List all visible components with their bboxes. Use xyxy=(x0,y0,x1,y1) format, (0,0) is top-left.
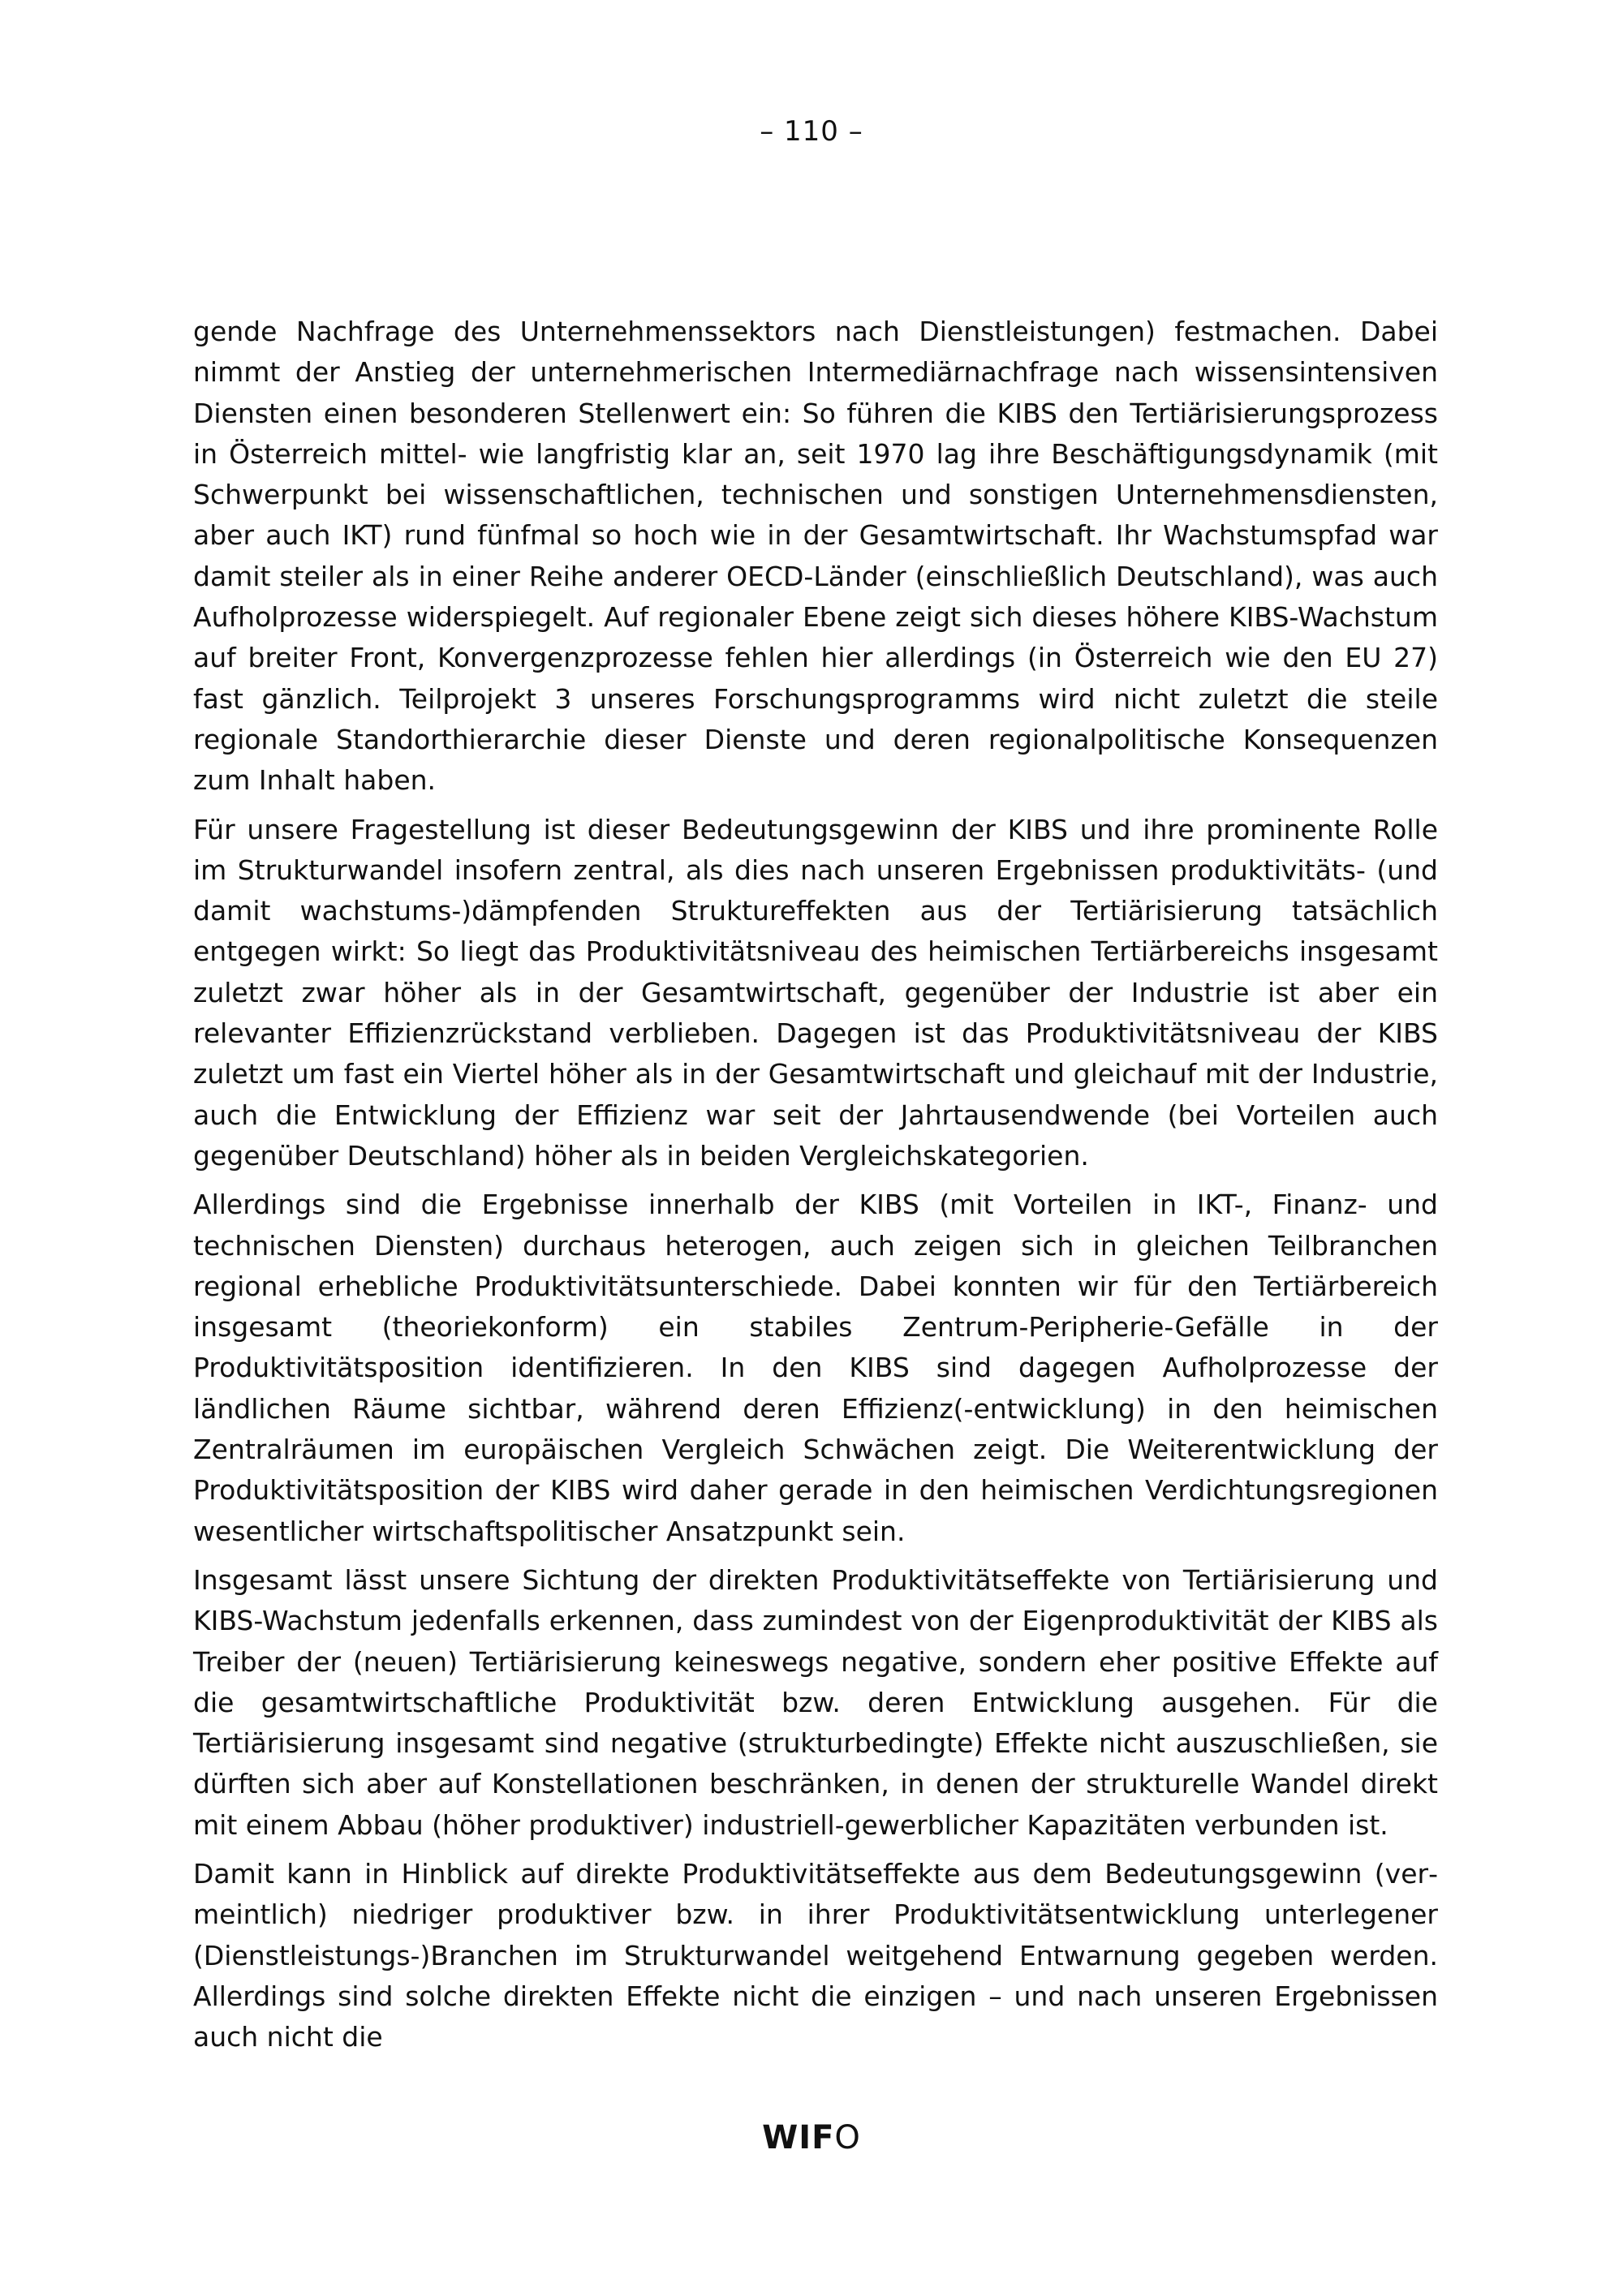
paragraph: Allerdings sind die Ergebnisse innerhalb der KIBS (mit Vorteilen in IKT-, Finanz- und technischen Diensten) durchaus heterogen, auch zeigen sich in gleichen Teilbranchen regional erhebliche Produktivitätsunterschiede. Dabei konnten wir für den Tertiärbereich insgesamt (theoriekonform) ein stabiles Zentrum-Peripherie-Gefälle in der Produktivitätsposition identifizieren. In den KIBS sind dagegen Aufholprozesse der ländlichen Räume sichtbar, während deren Effizienz(-entwicklung) in den heimischen Zentralräumen im europäischen Vergleich Schwächen zeigt. Die Weiterentwicklung der Produktivitätsposition der KIBS wird daher gerade in den heimischen Verdichtungsregionen wesentlicher wirtschaftspolitischer Ansatzpunkt sein. xyxy=(193,1189,1438,1547)
paragraph: Für unsere Fragestellung ist dieser Bedeutungsgewinn der KIBS und ihre prominente Rolle im Strukturwandel insofern zentral, als dies nach unseren Ergebnissen produktivitäts- (und damit wachstums-)dämpfenden Struktureffekten aus der Tertiärisierung tatsächlich entgegen wirkt: So liegt das Produktivitätsniveau des heimischen Tertiärbereichs insgesamt zuletzt zwar höher als in der Gesamtwirtschaft, gegenüber der Industrie ist aber ein relevanter Effizienzrückstand verblieben. Dagegen ist das Produktivitätsniveau der KIBS zuletzt um fast ein Viertel höher als in der Gesamtwirtschaft und gleichauf mit der Industrie, auch die Entwicklung der Effizienz war seit der Jahrtausendwende (bei Vorteilen auch gegenüber Deutschland) höher als in beiden Vergleichskategorien. xyxy=(193,813,1438,1172)
paragraph: gende Nachfrage des Unternehmenssektors nach Dienstleistungen) festmachen. Dabei nimmt der Anstieg der unternehmerischen Intermediärnachfrage nach wissensintensiven Diensten einen besonderen Stellenwert ein: So führen die KIBS den Tertiärisierungsprozess in Österreich mittel- wie langfristig klar an, seit 1970 lag ihre Beschäftigungsdynamik (mit Schwerpunkt bei wissenschaftlichen, technischen und sonstigen Unternehmensdiensten, aber auch IKT) rund fünfmal so hoch wie in der Gesamtwirtschaft. Ihr Wachstumspfad war damit steiler als in einer Reihe anderer OECD-Länder (einschließlich Deutschland), was auch Aufholprozesse widerspiegelt. Auf regionaler Ebene zeigt sich dieses höhere KIBS-Wachstum auf breiter Front, Konvergenzprozesse fehlen hier allerdings (in Österreich wie den EU 27) fast gänzlich. Teilprojekt 3 unseres Forschungsprogramms wird nicht zuletzt die steile regionale Standorthierarchie dieser Dienste und deren regionalpolitische Konsequenzen zum Inhalt haben. xyxy=(193,316,1438,797)
paragraph: Damit kann in Hinblick auf direkte Produktivitätseffekte aus dem Bedeutungsgewinn (vermeintlich) niedriger produktiver bzw. in ihrer Produktivitätsentwicklung unterlegener (Dienstleistungs-)Branchen im Strukturwandel weitgehend Entwarnung gegeben werden. Allerdings sind solche direkten Effekte nicht die einzigen – und nach unseren Ergebnissen auch nicht die xyxy=(193,1857,1438,2053)
body-text xyxy=(193,312,1438,2066)
paragraph: Insgesamt lässt unsere Sichtung der direkten Produktivitätseffekte von Tertiärisierung und KIBS-Wachstum jedenfalls erkennen, dass zumindest von der Eigenproduktivität der KIBS als Treiber der (neuen) Tertiärisierung keineswegs negative, sondern eher positive Effekte auf die gesamtwirtschaftliche Produktivität bzw. deren Entwicklung ausgehen. Für die Tertiärisierung insgesamt sind negative (strukturbedingte) Effekte nicht auszuschließen, sie dürften sich aber auf Konstellationen beschränken, in denen der strukturelle Wandel direkt mit einem Abbau (höher produktiver) industriell-gewerblicher Kapazitäten verbunden ist. xyxy=(193,1563,1438,1841)
wifo-logo xyxy=(0,2119,1623,2156)
logo-main: WIF xyxy=(762,2119,835,2156)
page-number: – 110 – xyxy=(760,115,863,148)
logo-end: O xyxy=(834,2119,861,2156)
